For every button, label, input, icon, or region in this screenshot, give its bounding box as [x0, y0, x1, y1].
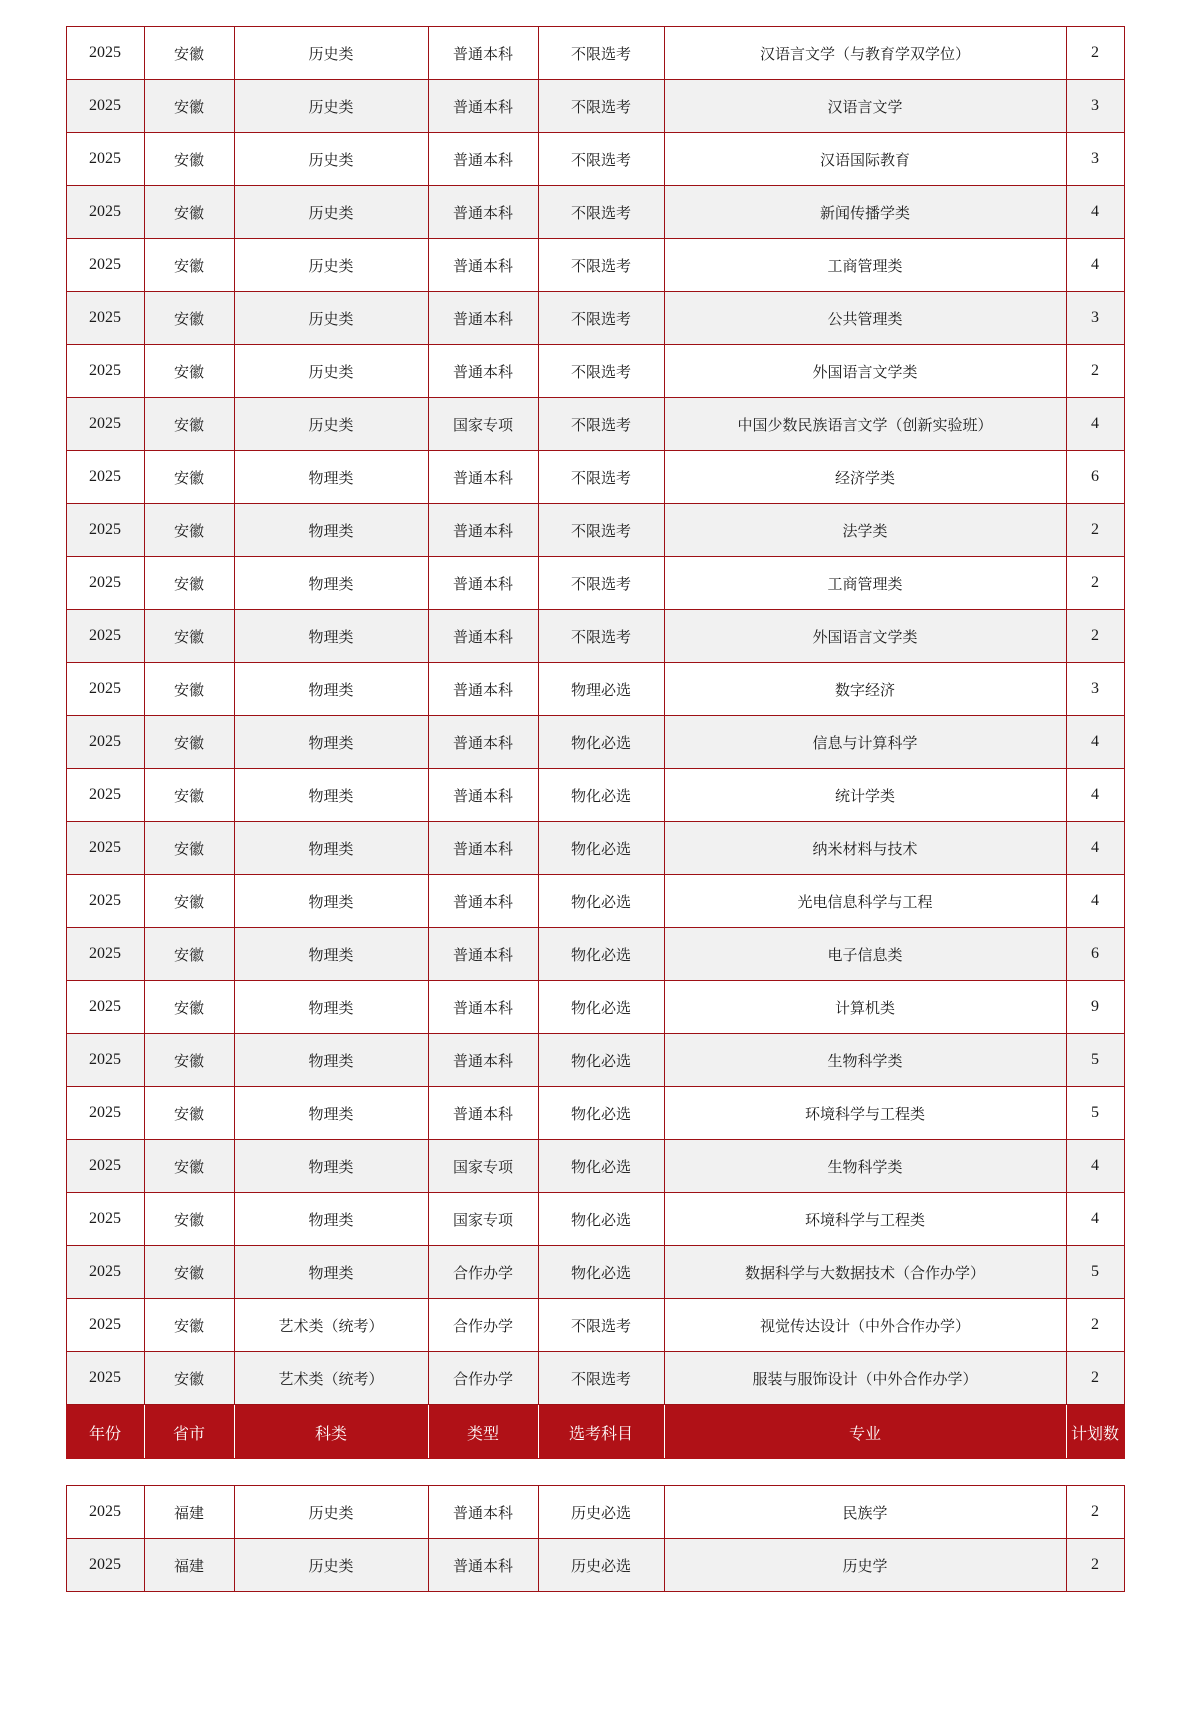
cell-year: 2025	[66, 1486, 144, 1539]
cell-count: 2	[1066, 504, 1124, 557]
cell-type: 合作办学	[428, 1352, 538, 1405]
table-row	[66, 186, 1124, 239]
table-row	[66, 1193, 1124, 1246]
cell-count: 2	[1066, 1352, 1124, 1405]
cell-province: 安徽	[144, 27, 234, 80]
cell-count: 4	[1066, 186, 1124, 239]
column-header-category: 科类	[234, 1406, 428, 1459]
cell-subject: 历史必选	[538, 1486, 664, 1539]
table-row	[66, 928, 1124, 981]
cell-major: 外国语言文学类	[664, 610, 1066, 663]
cell-type: 普通本科	[428, 981, 538, 1034]
cell-province: 福建	[144, 1539, 234, 1592]
cell-count: 4	[1066, 769, 1124, 822]
table-row	[66, 27, 1124, 80]
cell-subject: 不限选考	[538, 1352, 664, 1405]
column-header-subject: 选考科目	[538, 1406, 664, 1459]
cell-year: 2025	[66, 1193, 144, 1246]
cell-category: 历史类	[234, 133, 428, 186]
table-row	[66, 1034, 1124, 1087]
cell-year: 2025	[66, 1299, 144, 1352]
cell-category: 物理类	[234, 1140, 428, 1193]
cell-province: 安徽	[144, 769, 234, 822]
cell-count: 6	[1066, 451, 1124, 504]
cell-year: 2025	[66, 981, 144, 1034]
cell-subject: 物化必选	[538, 1087, 664, 1140]
cell-type: 普通本科	[428, 451, 538, 504]
cell-subject: 物化必选	[538, 822, 664, 875]
cell-year: 2025	[66, 27, 144, 80]
column-header-province: 省市	[144, 1406, 234, 1459]
cell-type: 国家专项	[428, 1140, 538, 1193]
cell-major: 法学类	[664, 504, 1066, 557]
admission-plan-table-anhui	[66, 26, 1125, 1405]
cell-year: 2025	[66, 80, 144, 133]
cell-type: 普通本科	[428, 1539, 538, 1592]
cell-major: 生物科学类	[664, 1140, 1066, 1193]
cell-count: 2	[1066, 27, 1124, 80]
cell-major: 公共管理类	[664, 292, 1066, 345]
cell-major: 信息与计算科学	[664, 716, 1066, 769]
cell-count: 9	[1066, 981, 1124, 1034]
table-row	[66, 769, 1124, 822]
cell-category: 历史类	[234, 1539, 428, 1592]
cell-major: 生物科学类	[664, 1034, 1066, 1087]
cell-major: 光电信息科学与工程	[664, 875, 1066, 928]
table-row	[66, 663, 1124, 716]
cell-year: 2025	[66, 1087, 144, 1140]
cell-subject: 物化必选	[538, 875, 664, 928]
cell-year: 2025	[66, 504, 144, 557]
cell-subject: 物化必选	[538, 716, 664, 769]
table-body-anhui	[66, 27, 1124, 1405]
cell-count: 2	[1066, 1299, 1124, 1352]
table-row	[66, 504, 1124, 557]
cell-province: 安徽	[144, 557, 234, 610]
table-row	[66, 292, 1124, 345]
cell-subject: 不限选考	[538, 186, 664, 239]
cell-major: 汉语言文学（与教育学双学位）	[664, 27, 1066, 80]
table-row	[66, 451, 1124, 504]
cell-subject: 不限选考	[538, 239, 664, 292]
cell-province: 安徽	[144, 1193, 234, 1246]
cell-province: 安徽	[144, 875, 234, 928]
cell-major: 工商管理类	[664, 239, 1066, 292]
admission-plan-table-fujian	[66, 1485, 1125, 1592]
cell-subject: 不限选考	[538, 398, 664, 451]
cell-count: 3	[1066, 133, 1124, 186]
cell-subject: 不限选考	[538, 27, 664, 80]
cell-count: 4	[1066, 875, 1124, 928]
cell-major: 汉语言文学	[664, 80, 1066, 133]
table-row	[66, 1140, 1124, 1193]
cell-subject: 不限选考	[538, 292, 664, 345]
cell-category: 物理类	[234, 875, 428, 928]
cell-province: 安徽	[144, 1034, 234, 1087]
cell-count: 2	[1066, 345, 1124, 398]
cell-type: 国家专项	[428, 1193, 538, 1246]
cell-major: 计算机类	[664, 981, 1066, 1034]
table-separator-gap	[0, 1459, 1190, 1485]
cell-type: 普通本科	[428, 239, 538, 292]
cell-category: 物理类	[234, 557, 428, 610]
cell-major: 数据科学与大数据技术（合作办学）	[664, 1246, 1066, 1299]
cell-category: 物理类	[234, 1087, 428, 1140]
cell-category: 历史类	[234, 398, 428, 451]
table-row	[66, 1352, 1124, 1405]
cell-year: 2025	[66, 292, 144, 345]
table-row	[66, 610, 1124, 663]
cell-subject: 物化必选	[538, 928, 664, 981]
cell-major: 中国少数民族语言文学（创新实验班）	[664, 398, 1066, 451]
cell-subject: 物化必选	[538, 1193, 664, 1246]
cell-subject: 不限选考	[538, 1299, 664, 1352]
table-row	[66, 557, 1124, 610]
cell-major: 视觉传达设计（中外合作办学）	[664, 1299, 1066, 1352]
cell-province: 安徽	[144, 80, 234, 133]
cell-category: 物理类	[234, 610, 428, 663]
cell-type: 普通本科	[428, 504, 538, 557]
cell-major: 服装与服饰设计（中外合作办学）	[664, 1352, 1066, 1405]
cell-major: 经济学类	[664, 451, 1066, 504]
cell-subject: 不限选考	[538, 80, 664, 133]
cell-category: 物理类	[234, 928, 428, 981]
cell-type: 普通本科	[428, 610, 538, 663]
cell-year: 2025	[66, 1034, 144, 1087]
cell-province: 安徽	[144, 345, 234, 398]
table-row	[66, 822, 1124, 875]
cell-subject: 物化必选	[538, 1140, 664, 1193]
cell-type: 普通本科	[428, 80, 538, 133]
cell-category: 物理类	[234, 1193, 428, 1246]
table-row	[66, 1539, 1124, 1592]
cell-subject: 物化必选	[538, 1246, 664, 1299]
column-header-count: 计划数	[1066, 1406, 1124, 1459]
column-header-major: 专业	[664, 1406, 1066, 1459]
cell-category: 历史类	[234, 80, 428, 133]
cell-category: 物理类	[234, 451, 428, 504]
cell-province: 安徽	[144, 398, 234, 451]
table-row	[66, 981, 1124, 1034]
cell-type: 普通本科	[428, 1034, 538, 1087]
cell-count: 3	[1066, 292, 1124, 345]
cell-type: 合作办学	[428, 1246, 538, 1299]
cell-subject: 不限选考	[538, 504, 664, 557]
cell-category: 历史类	[234, 345, 428, 398]
cell-province: 安徽	[144, 1087, 234, 1140]
cell-category: 历史类	[234, 1486, 428, 1539]
cell-province: 安徽	[144, 663, 234, 716]
cell-category: 物理类	[234, 769, 428, 822]
cell-year: 2025	[66, 1246, 144, 1299]
cell-count: 4	[1066, 716, 1124, 769]
cell-count: 4	[1066, 398, 1124, 451]
cell-category: 历史类	[234, 27, 428, 80]
cell-type: 普通本科	[428, 822, 538, 875]
cell-year: 2025	[66, 1539, 144, 1592]
cell-type: 普通本科	[428, 345, 538, 398]
table-row	[66, 875, 1124, 928]
cell-major: 汉语国际教育	[664, 133, 1066, 186]
cell-year: 2025	[66, 1140, 144, 1193]
table-body-fujian	[66, 1486, 1124, 1592]
cell-category: 历史类	[234, 239, 428, 292]
cell-type: 普通本科	[428, 27, 538, 80]
cell-year: 2025	[66, 557, 144, 610]
cell-category: 物理类	[234, 716, 428, 769]
cell-type: 普通本科	[428, 1087, 538, 1140]
cell-type: 普通本科	[428, 186, 538, 239]
cell-type: 普通本科	[428, 769, 538, 822]
cell-year: 2025	[66, 345, 144, 398]
cell-year: 2025	[66, 928, 144, 981]
cell-subject: 不限选考	[538, 557, 664, 610]
cell-year: 2025	[66, 716, 144, 769]
cell-major: 环境科学与工程类	[664, 1193, 1066, 1246]
cell-province: 安徽	[144, 504, 234, 557]
cell-subject: 历史必选	[538, 1539, 664, 1592]
cell-subject: 物化必选	[538, 981, 664, 1034]
cell-year: 2025	[66, 1352, 144, 1405]
cell-type: 普通本科	[428, 663, 538, 716]
cell-subject: 不限选考	[538, 133, 664, 186]
cell-year: 2025	[66, 133, 144, 186]
cell-subject: 物化必选	[538, 769, 664, 822]
table-row	[66, 1087, 1124, 1140]
cell-province: 安徽	[144, 981, 234, 1034]
cell-type: 普通本科	[428, 716, 538, 769]
cell-major: 电子信息类	[664, 928, 1066, 981]
cell-year: 2025	[66, 822, 144, 875]
cell-major: 外国语言文学类	[664, 345, 1066, 398]
cell-type: 合作办学	[428, 1299, 538, 1352]
cell-subject: 不限选考	[538, 451, 664, 504]
cell-province: 安徽	[144, 292, 234, 345]
cell-province: 安徽	[144, 1299, 234, 1352]
cell-category: 物理类	[234, 663, 428, 716]
table-row	[66, 1486, 1124, 1539]
table-row	[66, 716, 1124, 769]
cell-count: 4	[1066, 239, 1124, 292]
cell-category: 物理类	[234, 822, 428, 875]
cell-province: 安徽	[144, 716, 234, 769]
cell-province: 安徽	[144, 1246, 234, 1299]
cell-province: 安徽	[144, 928, 234, 981]
cell-type: 普通本科	[428, 875, 538, 928]
cell-count: 4	[1066, 822, 1124, 875]
cell-subject: 物化必选	[538, 1034, 664, 1087]
cell-count: 5	[1066, 1034, 1124, 1087]
cell-year: 2025	[66, 451, 144, 504]
cell-province: 福建	[144, 1486, 234, 1539]
cell-province: 安徽	[144, 186, 234, 239]
cell-type: 普通本科	[428, 1486, 538, 1539]
cell-type: 普通本科	[428, 557, 538, 610]
cell-count: 2	[1066, 1486, 1124, 1539]
cell-year: 2025	[66, 610, 144, 663]
cell-count: 2	[1066, 557, 1124, 610]
cell-major: 纳米材料与技术	[664, 822, 1066, 875]
cell-type: 国家专项	[428, 398, 538, 451]
cell-major: 新闻传播学类	[664, 186, 1066, 239]
cell-year: 2025	[66, 186, 144, 239]
cell-province: 安徽	[144, 1352, 234, 1405]
cell-type: 普通本科	[428, 133, 538, 186]
table-row	[66, 80, 1124, 133]
table-row	[66, 345, 1124, 398]
cell-type: 普通本科	[428, 928, 538, 981]
cell-category: 历史类	[234, 186, 428, 239]
table-row	[66, 133, 1124, 186]
cell-province: 安徽	[144, 239, 234, 292]
cell-major: 统计学类	[664, 769, 1066, 822]
cell-major: 数字经济	[664, 663, 1066, 716]
cell-major: 环境科学与工程类	[664, 1087, 1066, 1140]
cell-count: 6	[1066, 928, 1124, 981]
cell-count: 3	[1066, 80, 1124, 133]
column-header-type: 类型	[428, 1406, 538, 1459]
cell-province: 安徽	[144, 133, 234, 186]
cell-major: 工商管理类	[664, 557, 1066, 610]
cell-count: 2	[1066, 610, 1124, 663]
cell-year: 2025	[66, 769, 144, 822]
table-row	[66, 398, 1124, 451]
cell-subject: 不限选考	[538, 610, 664, 663]
column-header-year: 年份	[66, 1406, 144, 1459]
cell-category: 历史类	[234, 292, 428, 345]
cell-category: 物理类	[234, 504, 428, 557]
table-header-row	[66, 1406, 1124, 1459]
cell-province: 安徽	[144, 610, 234, 663]
cell-count: 3	[1066, 663, 1124, 716]
cell-count: 4	[1066, 1193, 1124, 1246]
table-row	[66, 1246, 1124, 1299]
admission-plan-page	[0, 26, 1190, 1709]
cell-year: 2025	[66, 398, 144, 451]
cell-province: 安徽	[144, 1140, 234, 1193]
table-row	[66, 1299, 1124, 1352]
cell-count: 2	[1066, 1539, 1124, 1592]
cell-category: 物理类	[234, 1034, 428, 1087]
cell-major: 历史学	[664, 1539, 1066, 1592]
cell-year: 2025	[66, 239, 144, 292]
column-header-table	[66, 1405, 1125, 1459]
cell-province: 安徽	[144, 822, 234, 875]
cell-year: 2025	[66, 875, 144, 928]
cell-count: 4	[1066, 1140, 1124, 1193]
table-row	[66, 239, 1124, 292]
cell-year: 2025	[66, 663, 144, 716]
cell-count: 5	[1066, 1246, 1124, 1299]
cell-subject: 不限选考	[538, 345, 664, 398]
cell-province: 安徽	[144, 451, 234, 504]
cell-type: 普通本科	[428, 292, 538, 345]
cell-major: 民族学	[664, 1486, 1066, 1539]
cell-category: 艺术类（统考）	[234, 1299, 428, 1352]
cell-category: 艺术类（统考）	[234, 1352, 428, 1405]
cell-category: 物理类	[234, 1246, 428, 1299]
cell-category: 物理类	[234, 981, 428, 1034]
cell-subject: 物理必选	[538, 663, 664, 716]
cell-count: 5	[1066, 1087, 1124, 1140]
